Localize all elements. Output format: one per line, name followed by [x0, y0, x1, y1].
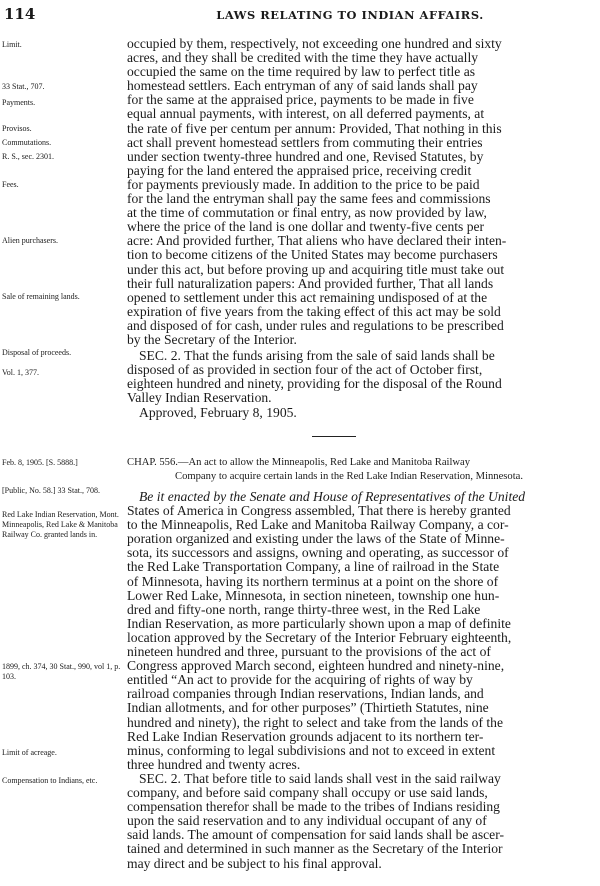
text-line: opened to settlement under this act remaining undisposed of at the [127, 289, 488, 305]
text-line: hundred and ninety), the right to select and take from the lands of the [127, 714, 503, 730]
text-line: disposed of as provided in section four of the act of October first, [127, 362, 483, 378]
page-number: 114 [4, 5, 36, 23]
text-line: nineteen hundred and three, pursuant to the provisions of the act of [127, 644, 491, 660]
section-1-body [127, 37, 583, 347]
text-line: company, and before said company shall occupy or use said lands, [127, 785, 488, 801]
text-line: acre: And provided further, That aliens who have declared their inten- [127, 233, 507, 249]
text-line: minus, conforming to legal subdivisions and not to exceed in extent [127, 742, 496, 758]
section-divider [312, 436, 356, 437]
margin-note: Provisos. [2, 124, 32, 133]
text-line: act shall prevent homestead settlers from commuting their entries [127, 134, 483, 150]
text-line: paying for the land entered the appraised price, receiving credit [127, 162, 472, 178]
text-line: railroad companies through Indian reservations, Indian lands, and [127, 686, 484, 702]
margin-note: 33 Stat., 707. [2, 82, 45, 91]
text-line: for the land the entryman shall pay the same fees and commissions [127, 191, 491, 207]
text-line: at the time of commutation or final entry, as now provided by law, [127, 205, 487, 221]
text-line: where the price of the land is one dollar and twenty-five cents per [127, 219, 485, 235]
text-line: Congress approved March second, eighteen hundred and ninety-nine, [127, 658, 505, 674]
text-line: tained and determined in such manner as the Secretary of the Interior [127, 841, 503, 857]
margin-note: Commutations. [2, 138, 52, 147]
text-line: Valley Indian Reservation. [127, 390, 272, 406]
text-line: tion to become citizens of the United States may become purchasers [127, 247, 498, 263]
margin-note: Limit. [2, 40, 22, 49]
text-line: upon the said reservation and to any individual occupant of any of [127, 813, 487, 829]
text-line: SEC. 2. That before title to said lands shall vest in the said railway [139, 771, 501, 786]
text-line: Lower Red Lake, Minnesota, in section nineteen, township one hun- [127, 587, 500, 603]
chapter-title [127, 456, 587, 484]
chapter-sec2 [127, 772, 583, 871]
approved-wrap [127, 406, 583, 420]
text-line: Be it enacted by the Senate and House of Representatives of the United [139, 489, 526, 504]
text-line: expiration of five years from the taking effect of this act may be sold [127, 303, 501, 319]
text-line: their full naturalization papers: And provided further, That all lands [127, 275, 494, 291]
margin-note: Limit of acreage. [2, 748, 57, 757]
text-line: occupied by them, respectively, not exceeding one hundred and sixty [127, 36, 502, 51]
text-line: under this act, but before proving up and acquiring title must take out [127, 261, 505, 277]
margin-note: [Public, No. 58.] 33 Stat., 708. [2, 486, 100, 495]
text-line: of Minnesota, having its northern terminus at a point on the shore of [127, 573, 499, 589]
chapter-title-line2: Company to acquire certain lands in the Red Lake Indian Reservation, Minnesota. [175, 471, 524, 482]
margin-note: 1899, ch. 374, 30 Stat., 990, vol 1, p. 103. [2, 662, 121, 681]
section-1-sec2 [127, 349, 583, 405]
margin-note: R. S., sec. 2301. [2, 152, 54, 161]
text-line: sota, its successors and assigns, owning and operating, as successor of [127, 545, 509, 561]
chapter-title-line1: CHAP. 556.—An act to allow the Minneapolis, Red Lake and Manitoba Railway [127, 457, 471, 468]
text-line: for payments previously made. In addition to the price to be paid [127, 176, 480, 192]
margin-note: Fees. [2, 180, 19, 189]
text-line: eighteen hundred and ninety, providing for the disposal of the Round [127, 376, 502, 392]
margin-note: Alien purchasers. [2, 236, 58, 245]
text-line: Red Lake Indian Reservation grounds adjacent to its northern ter- [127, 728, 484, 744]
margin-note: Sale of remaining lands. [2, 292, 80, 301]
margin-note: Compensation to Indians, etc. [2, 776, 98, 785]
text-line: said lands. The amount of compensation for said lands shall be ascer- [127, 827, 504, 843]
chapter-body [127, 490, 583, 772]
text-line: the rate of five per centum per annum: Provided, That nothing in this [127, 120, 502, 136]
text-line: acres, and they shall be credited with the time they have actually [127, 50, 479, 66]
text-line: equal annual payments, with interest, on all deferred payments, at [127, 106, 485, 122]
margin-note: Vol. 1, 377. [2, 368, 39, 377]
margin-note: Red Lake Indian Reservation, Mont. Minneapolis, Red Lake & Manitoba Railway Co. granted lands in. [2, 510, 119, 539]
text-line: homestead settlers. Each entryman of any of said lands shall pay [127, 78, 478, 94]
margin-note: Disposal of proceeds. [2, 348, 72, 357]
text-line: by the Secretary of the Interior. [127, 331, 297, 347]
text-line: three hundred and twenty acres. [127, 756, 301, 772]
text-line: for the same at the appraised price, payments to be made in five [127, 92, 474, 108]
approved-line: Approved, February 8, 1905. [139, 405, 297, 420]
text-line: under section twenty-three hundred and one, Revised Statutes, by [127, 148, 484, 164]
margin-note: Feb. 8, 1905. [S. 5888.] [2, 458, 78, 467]
text-line: may direct and be subject to his final approval. [127, 855, 382, 871]
text-line: poration organized and existing under the laws of the State of Minne- [127, 531, 505, 547]
text-line: States of America in Congress assembled, That there is hereby granted [127, 503, 511, 519]
text-line: Indian allotments, and for other purposes” (Thirtieth Statutes, nine [127, 700, 489, 716]
text-line: SEC. 2. That the funds arising from the sale of said lands shall be [139, 348, 495, 363]
text-line: and disposed of for cash, under rules and regulations to be prescribed [127, 317, 504, 333]
text-line: location approved by the Secretary of the Interior February eighteenth, [127, 629, 512, 645]
running-title: LAWS RELATING TO INDIAN AFFAIRS. [216, 8, 484, 22]
text-line: to the Minneapolis, Red Lake and Manitoba Railway Company, a cor- [127, 517, 509, 533]
text-line: the Red Lake Transportation Company, a line of railroad in the State [127, 559, 500, 575]
text-line: compensation therefor shall be made to the tribes of Indians residing [127, 799, 500, 815]
text-line: Indian Reservation, as more particularly shown upon a map of definite [127, 615, 511, 631]
text-line: occupied the same on the time required by law to perfect title as [127, 64, 476, 80]
text-line: dred and fifty-one north, range thirty-three west, in the Red Lake [127, 601, 481, 617]
margin-note: Payments. [2, 98, 36, 107]
text-line: entitled “An act to provide for the acquiring of rights of way by [127, 672, 473, 688]
